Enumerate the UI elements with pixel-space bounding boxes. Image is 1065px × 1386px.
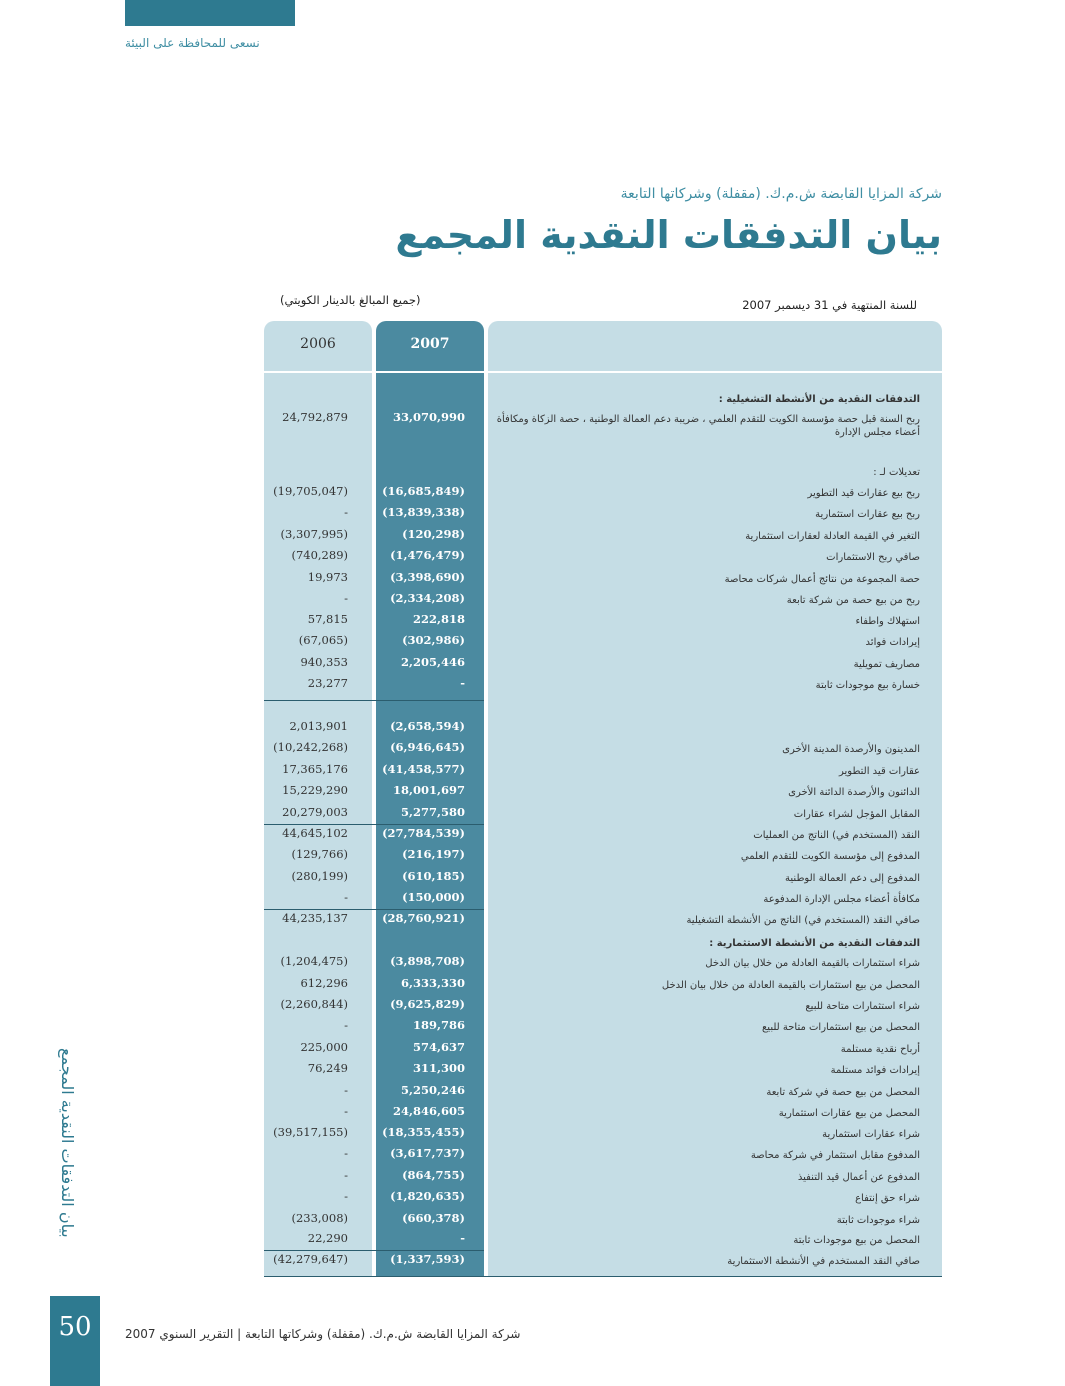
value-2006: 20,279,003	[282, 805, 348, 819]
value-2007: (27,784,539)	[382, 826, 465, 840]
value-2006: (1,204,475)	[280, 954, 348, 968]
value-2007: 189,786	[412, 1018, 465, 1032]
table-row	[0, 1083, 1065, 1103]
value-2007: (3,898,708)	[390, 954, 465, 968]
row-label: مصاريف تمويلية	[853, 659, 920, 670]
value-2006: (3,307,995)	[280, 527, 348, 541]
footer-text: شركة المزايا القابضة ش.م.ك. (مقفلة) وشركاتها التابعة | التقرير السنوي 2007	[125, 1327, 521, 1341]
value-2007: 574,637	[412, 1040, 465, 1054]
value-2006: -	[344, 1168, 348, 1182]
table-bottom-line	[264, 1276, 942, 1277]
row-label: ربح من بيع حصة من شركة تابعة	[786, 595, 920, 606]
value-2007: -	[460, 1231, 465, 1245]
row-label: شراء استثمارات متاحة للبيع	[805, 1001, 920, 1012]
row-label: إيرادات فوائد	[865, 637, 920, 648]
value-2006: 22,290	[307, 1231, 348, 1245]
table-row	[0, 997, 1065, 1017]
value-2007: (6,946,645)	[390, 740, 465, 754]
company-name: شركة المزايا القابضة ش.م.ك. (مقفلة) وشركاتها التابعة	[620, 186, 942, 202]
value-2006: 15,229,290	[282, 783, 348, 797]
value-2006: -	[344, 890, 348, 904]
row-label: شراء حق إنتفاع	[855, 1193, 920, 1204]
table-row	[0, 570, 1065, 590]
row-label: النقد (المستخدم في) الناتج من العمليات	[753, 830, 920, 841]
page-title: بيان التدفقات النقدية المجمع	[395, 213, 942, 257]
value-2007: 222,818	[412, 612, 465, 626]
table-row	[0, 783, 1065, 803]
value-2007: 311,300	[412, 1061, 465, 1075]
value-2006: 940,353	[300, 655, 348, 669]
value-2006: (129,766)	[291, 847, 348, 861]
value-2007: (16,685,849)	[382, 484, 465, 498]
value-2007: (150,000)	[402, 890, 465, 904]
table-row	[0, 527, 1065, 547]
row-label: الدائنون والأرصدة الدائنة الأخرى	[788, 787, 920, 798]
value-2007: (610,185)	[402, 869, 465, 883]
value-2006: 19,973	[307, 570, 348, 584]
page-number: 50	[58, 1312, 92, 1342]
row-label: المدفوع مقابل استثمار في شركة محاصة	[750, 1150, 920, 1161]
table-row	[0, 826, 1065, 846]
table-row	[0, 633, 1065, 653]
value-2006: -	[344, 1018, 348, 1032]
row-label: صافي النقد المستخدم في الأنشطة الاستثمارية	[727, 1256, 920, 1267]
value-2007: 24,846,605	[392, 1104, 465, 1118]
value-2006: 24,792,879	[282, 410, 348, 424]
value-2007: (660,378)	[402, 1211, 465, 1225]
row-label: ربح بيع عقارات استثمارية	[815, 509, 920, 520]
row-label: مكافأة أعضاء مجلس الإدارة المدفوعة	[763, 894, 920, 905]
table-row	[0, 410, 1065, 438]
header-separator	[264, 371, 942, 373]
table-row	[0, 1146, 1065, 1166]
row-label: التدفقات النقدية من الأنشطة التشغيلية :	[718, 394, 920, 405]
value-2006: (42,279,647)	[273, 1252, 348, 1266]
row-label: شراء استثمارات بالقيمة العادلة من خلال بيان الدخل	[705, 958, 920, 969]
value-2007: (120,298)	[402, 527, 465, 541]
table-row	[0, 1040, 1065, 1060]
value-2006: -	[344, 1146, 348, 1160]
header-accent-bar	[125, 0, 295, 26]
period-note: للسنة المنتهية في 31 ديسمبر 2007	[742, 298, 917, 312]
table-row	[0, 976, 1065, 996]
value-2007: (41,458,577)	[382, 762, 465, 776]
value-2006: 2,013,901	[289, 719, 348, 733]
value-2007: 5,277,580	[400, 805, 465, 819]
table-row	[0, 762, 1065, 782]
row-label: المحصل من بيع استثمارات متاحة للبيع	[761, 1022, 920, 1033]
table-row	[0, 463, 1065, 483]
table-row	[0, 890, 1065, 910]
value-2006: -	[344, 505, 348, 519]
table-row	[0, 676, 1065, 696]
row-label: صافي ربح الاستثمارات	[826, 552, 920, 563]
row-label: شراء عقارات استثمارية	[822, 1129, 920, 1140]
value-2006: -	[344, 1189, 348, 1203]
value-2006: (19,705,047)	[273, 484, 348, 498]
table-row	[0, 934, 1065, 954]
row-label: تعديلات لـ :	[873, 467, 920, 478]
column-header-2006: 2006	[300, 336, 336, 352]
row-label: شراء موجودات ثابتة	[836, 1215, 920, 1226]
currency-note: (جميع المبالغ بالدينار الكويتي)	[280, 293, 421, 307]
value-2007: (1,820,635)	[390, 1189, 465, 1203]
header-tagline: نسعى للمحافظة على البيئة	[125, 36, 260, 50]
row-label: ربح السنة قبل حصة مؤسسة الكويت للتقدم العلمي ، ضريبة دعم العمالة الوطنية ، حصة الزكاة ومكافأة أعضاء مجلس الإدارة	[496, 414, 920, 438]
value-2007: (9,625,829)	[390, 997, 465, 1011]
value-2007: (1,337,593)	[390, 1252, 465, 1266]
row-label: صافي النقد (المستخدم في) الناتج من الأنشطة التشغيلية	[686, 915, 920, 926]
value-2006: (10,242,268)	[273, 740, 348, 754]
value-2006: -	[344, 591, 348, 605]
row-label: المدينون والأرصدة المدينة الأخرى	[782, 744, 920, 755]
value-2006: 76,249	[307, 1061, 348, 1075]
row-label: أرباح نقدية مستلمة	[840, 1044, 920, 1055]
value-2006: -	[344, 1104, 348, 1118]
value-2006: 612,296	[300, 976, 348, 990]
value-2006: (740,289)	[291, 548, 348, 562]
value-2007: 33,070,990	[392, 410, 465, 424]
value-2006: 44,235,137	[282, 911, 348, 925]
value-2006: 23,277	[307, 676, 348, 690]
row-label: المدفوع عن أعمال قيد التنفيذ	[797, 1172, 920, 1183]
table-row	[0, 655, 1065, 675]
value-2007: (216,197)	[402, 847, 465, 861]
table-row	[0, 1168, 1065, 1188]
value-2006: 17,365,176	[282, 762, 348, 776]
value-2007: (302,986)	[402, 633, 465, 647]
table-row	[0, 390, 1065, 410]
table-row	[0, 805, 1065, 825]
value-2007: (18,355,455)	[382, 1125, 465, 1139]
row-label: عقارات قيد التطوير	[838, 766, 920, 777]
table-row	[0, 505, 1065, 525]
value-2007: 18,001,697	[392, 783, 465, 797]
row-label: إيرادات فوائد مستلمة	[830, 1065, 920, 1076]
table-row	[0, 1231, 1065, 1251]
row-label: المحصل من بيع موجودات ثابتة	[793, 1235, 920, 1246]
row-label: خسارة بيع موجودات ثابتة	[815, 680, 920, 691]
table-row	[0, 719, 1065, 739]
table-row	[0, 591, 1065, 611]
value-2006: (280,199)	[291, 869, 348, 883]
table-row	[0, 847, 1065, 867]
table-row	[0, 911, 1065, 931]
value-2007: -	[460, 676, 465, 690]
value-2006: (233,008)	[291, 1211, 348, 1225]
value-2006: 44,645,102	[282, 826, 348, 840]
table-row	[0, 1189, 1065, 1209]
table-row	[0, 1018, 1065, 1038]
value-2007: (1,476,479)	[390, 548, 465, 562]
row-label: المدفوع إلى مؤسسة الكويت للتقدم العلمي	[740, 851, 920, 862]
value-2006: 225,000	[300, 1040, 348, 1054]
value-2007: (2,658,594)	[390, 719, 465, 733]
value-2006: (67,065)	[298, 633, 348, 647]
row-label: حصة المجموعة من نتائج أعمال شركات محاصة	[724, 574, 920, 585]
row-label: المحصل من بيع حصة في شركة تابعة	[766, 1087, 920, 1098]
value-2006: -	[344, 1083, 348, 1097]
table-row	[0, 1104, 1065, 1124]
table-row	[0, 612, 1065, 632]
subtotal-line	[264, 700, 484, 701]
column-header-2007: 2007	[410, 336, 450, 352]
value-2007: (28,760,921)	[382, 911, 465, 925]
row-label: المقابل المؤجل لشراء عقارات	[793, 809, 920, 820]
value-2006: (2,260,844)	[280, 997, 348, 1011]
table-row	[0, 484, 1065, 504]
value-2007: (2,334,208)	[390, 591, 465, 605]
value-2007: 6,333,330	[400, 976, 465, 990]
table-row	[0, 954, 1065, 974]
table-row	[0, 1211, 1065, 1231]
value-2007: 5,250,246	[400, 1083, 465, 1097]
row-label: استهلاك واطفاء	[855, 616, 920, 627]
value-2007: (13,839,338)	[382, 505, 465, 519]
table-row	[0, 548, 1065, 568]
value-2006: (39,517,155)	[273, 1125, 348, 1139]
row-label: المحصل من بيع عقارات استثمارية	[778, 1108, 920, 1119]
table-row	[0, 1125, 1065, 1145]
row-label: التغير في القيمة العادلة لعقارات استثمارية	[745, 531, 920, 542]
table-row	[0, 740, 1065, 760]
value-2007: (3,398,690)	[390, 570, 465, 584]
value-2007: 2,205,446	[400, 655, 465, 669]
row-label: التدفقات النقدية من الأنشطة الاستثمارية :	[709, 938, 920, 949]
value-2007: (864,755)	[402, 1168, 465, 1182]
value-2006: 57,815	[307, 612, 348, 626]
table-row	[0, 1061, 1065, 1081]
table-row	[0, 869, 1065, 889]
row-label: المدفوع إلى دعم العمالة الوطنية	[785, 873, 920, 884]
row-label: المحصل من بيع استثمارات بالقيمة العادلة من خلال بيان الدخل	[661, 980, 920, 991]
value-2007: (3,617,737)	[390, 1146, 465, 1160]
row-label: ربح بيع عقارات قيد التطوير	[807, 488, 920, 499]
side-title: بيان التدفقات النقدية المجمع	[58, 1048, 77, 1238]
table-row	[0, 1252, 1065, 1272]
